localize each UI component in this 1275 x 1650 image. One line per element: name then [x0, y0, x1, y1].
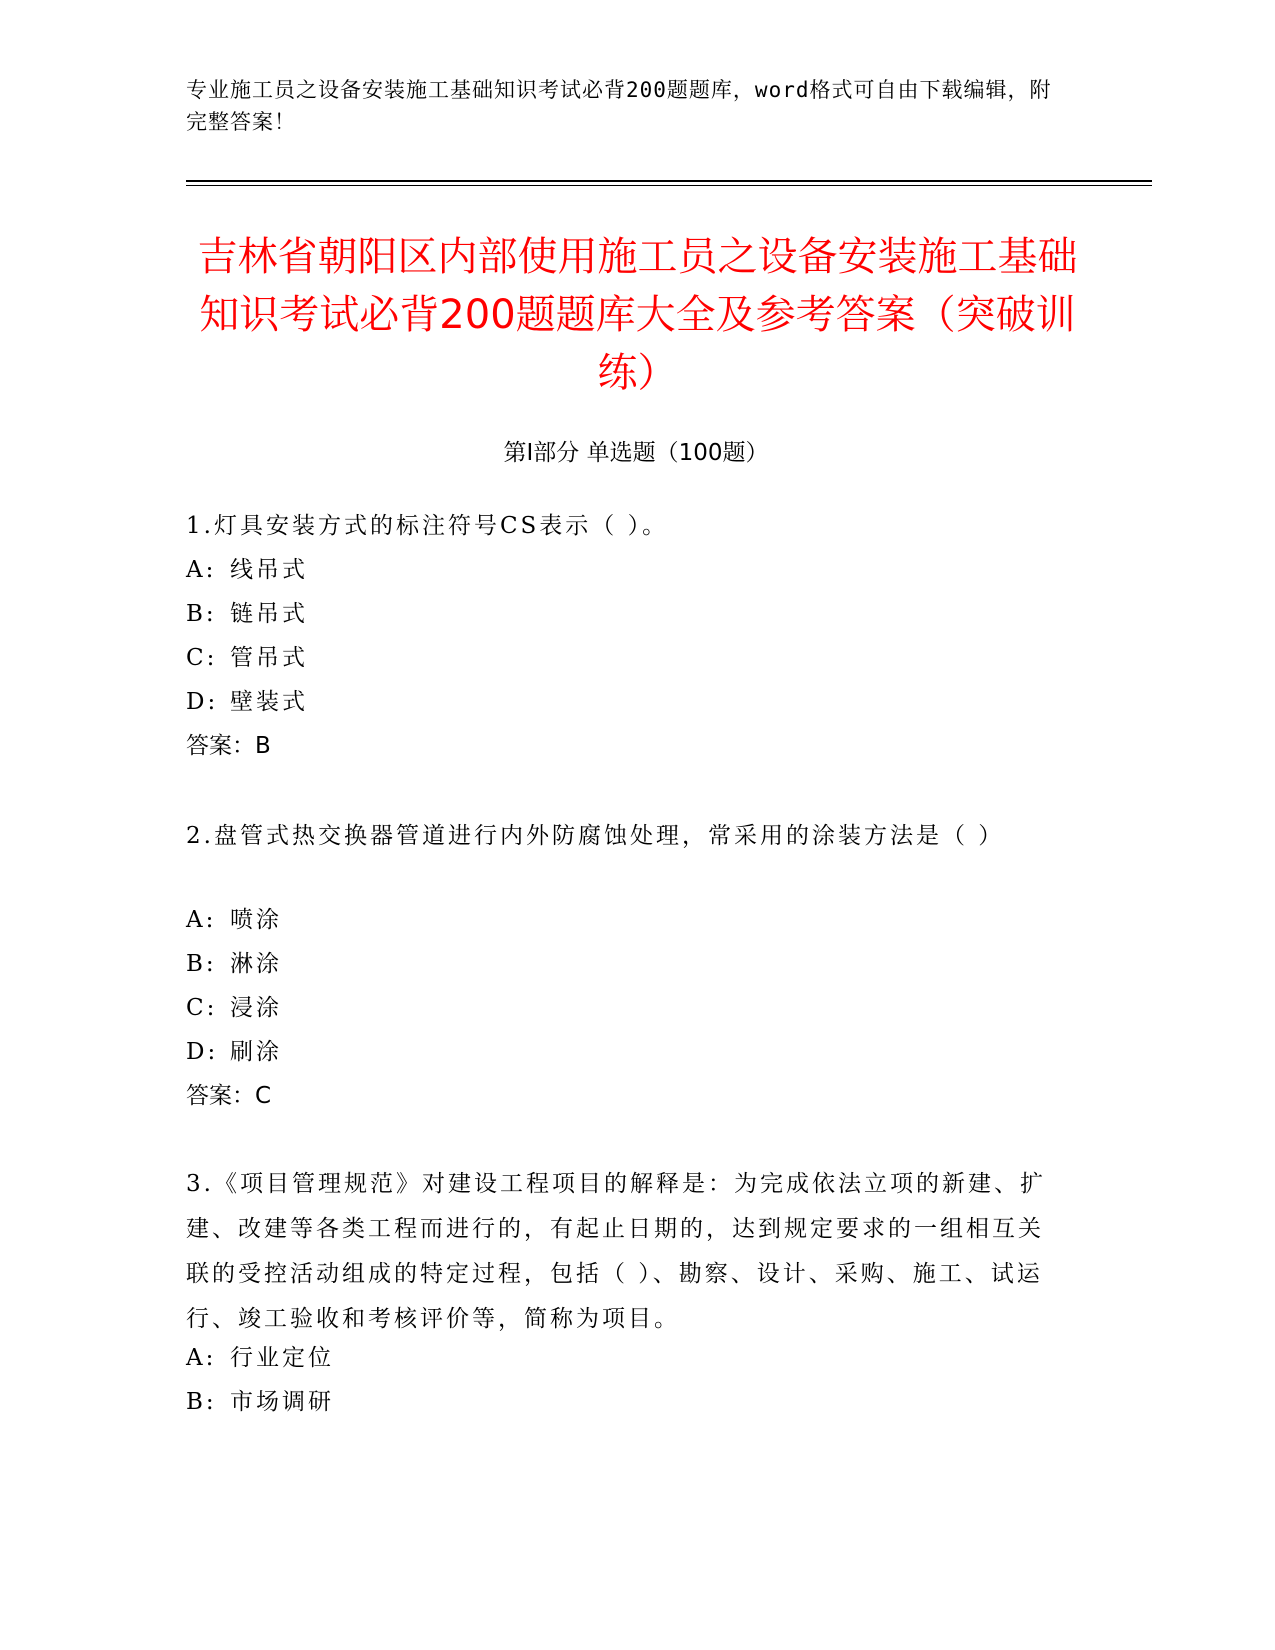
header-text: 专业施工员之设备安装施工基础知识考试必背200题题库，word格式可自由下载编辑，附完整答案！ [186, 78, 1052, 134]
question-2-option-b [186, 942, 1066, 987]
option-letter: D: [186, 689, 219, 715]
option-letter: A: [186, 557, 217, 583]
question-1-option-b [186, 592, 1066, 637]
section-title: 第Ⅰ部分 单选题（100题） [503, 440, 769, 466]
question-3-option-b [186, 1380, 1066, 1425]
option-text: 喷涂 [230, 907, 282, 933]
question-3-option-a [186, 1336, 1066, 1381]
option-text: 链吊式 [230, 601, 308, 627]
question-1-option-c [186, 636, 1066, 681]
option-text: 线吊式 [230, 557, 308, 583]
option-letter: D: [186, 1039, 219, 1065]
option-letter: B: [186, 601, 217, 627]
option-text: 壁装式 [230, 689, 308, 715]
question-2-answer: 答案：C [186, 1083, 272, 1109]
header-divider-thin [186, 185, 1152, 186]
question-2-option-a [186, 898, 1066, 943]
option-letter: A: [186, 907, 217, 933]
option-letter: B: [186, 951, 217, 977]
option-text: 行业定位 [230, 1345, 334, 1371]
option-text: 市场调研 [230, 1389, 334, 1415]
question-1-option-d [186, 680, 1066, 725]
header-divider-thick [186, 180, 1152, 182]
option-text: 管吊式 [230, 645, 308, 671]
question-1-stem: 1.灯具安装方式的标注符号CS表示（ ）。 [186, 513, 669, 539]
option-letter: C: [186, 645, 218, 671]
option-text: 刷涂 [230, 1039, 282, 1065]
question-2-option-d [186, 1030, 1066, 1075]
question-1-option-a [186, 548, 1066, 593]
document-title: 吉林省朝阳区内部使用施工员之设备安装施工基础知识考试必背200题题库大全及参考答案（突破训练） [197, 234, 1078, 396]
question-3-stem: 3.《项目管理规范》对建设工程项目的解释是：为完成依法立项的新建、扩建、改建等各类工程而进行的，有起止日期的，达到规定要求的一组相互关联的受控活动组成的特定过程，包括（ ）、勘察、设计、采购、施工、试运行、竣工验收和考核评价等，简称为项目。 [186, 1171, 1046, 1332]
option-text: 浸涂 [230, 995, 282, 1021]
option-text: 淋涂 [230, 951, 282, 977]
option-letter: C: [186, 995, 218, 1021]
option-letter: A: [186, 1345, 217, 1371]
question-1-answer: 答案：B [186, 733, 271, 759]
question-2-option-c [186, 986, 1066, 1031]
question-2-stem: 2.盘管式热交换器管道进行内外防腐蚀处理，常采用的涂装方法是（ ） [186, 823, 1005, 849]
option-letter: B: [186, 1389, 217, 1415]
